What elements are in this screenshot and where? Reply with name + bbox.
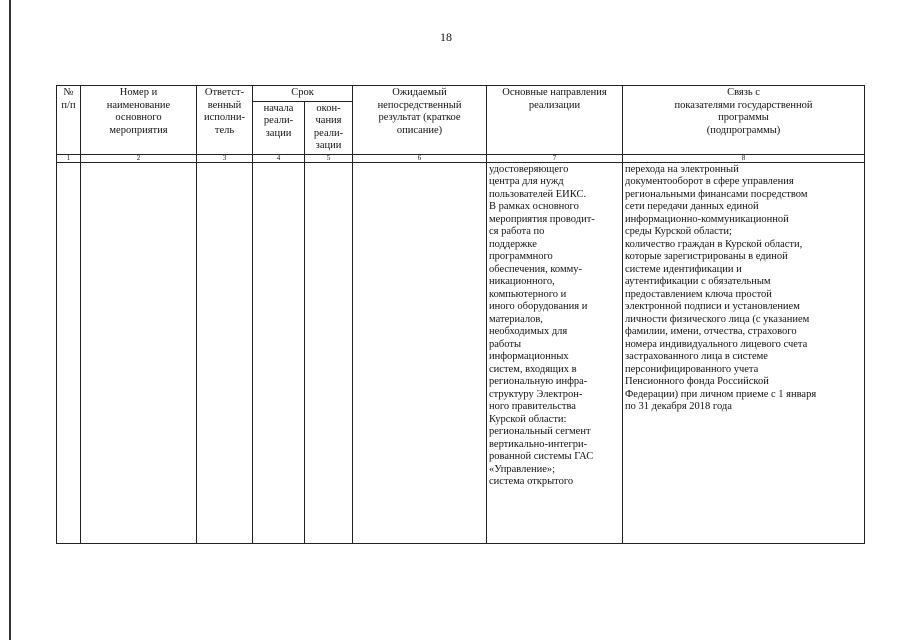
column-number: 2 — [81, 154, 197, 162]
header-responsible: Ответст- венный исполни- тель — [197, 86, 253, 155]
cell-number — [57, 162, 81, 543]
cell-end — [305, 162, 353, 543]
header-number: № п/п — [57, 86, 81, 155]
header-end: окон- чания реали- зации — [305, 101, 353, 154]
column-number: 1 — [57, 154, 81, 162]
column-number: 3 — [197, 154, 253, 162]
header-link-indicators: Связь с показателями государственной программы (подпрограммы) — [623, 86, 865, 155]
column-number: 4 — [253, 154, 305, 162]
cell-start — [253, 162, 305, 543]
header-expected-result: Ожидаемый непосредственный результат (краткое описание) — [353, 86, 487, 155]
cell-link-indicators: перехода на электронный документооборот в сфере управления региональными финансами посредством сети передачи данных единой информационно-коммуникационной среды Курской области; количество граждан в Курской области, которые зарегистрированы в единой системе идентификации и аутентификации с обязательным предоставлением ключа простой электронной подписи и установлением личности физического лица (с указанием фамилии, имени, отчества, страхового номера индивидуального лицевого счета застрахованного лица в системе персонифицированного учета Пенсионного фонда Российской Федерации) при личном приеме с 1 января по 31 декабря 2018 года — [623, 162, 865, 543]
page-number: 18 — [440, 30, 452, 44]
cell-measure-name — [81, 162, 197, 543]
header-measure-name: Номер и наименование основного мероприятия — [81, 86, 197, 155]
column-number: 8 — [623, 154, 865, 162]
header-term: Срок — [253, 86, 353, 102]
header-start: начала реали- зации — [253, 101, 305, 154]
cell-directions: удостоверяющего центра для нужд пользователей ЕИКС. В рамках основного мероприятия проводит- ся работа по поддержке программного обеспечения, комму- никационного, компьютерного и иного оборудования и материалов, необходимых для работы информационных систем, входящих в региональную инфра- структуру Электрон- ного правительства Курской области: региональный сегмент вертикально-интегри- рованной системы ГАС «Управление»; система открытого — [487, 162, 623, 543]
cell-expected-result — [353, 162, 487, 543]
program-table — [56, 85, 865, 544]
column-number: 7 — [487, 154, 623, 162]
header-directions: Основные направления реализации — [487, 86, 623, 155]
column-number: 5 — [305, 154, 353, 162]
cell-responsible — [197, 162, 253, 543]
page-edge-line — [9, 0, 11, 640]
column-number: 6 — [353, 154, 487, 162]
